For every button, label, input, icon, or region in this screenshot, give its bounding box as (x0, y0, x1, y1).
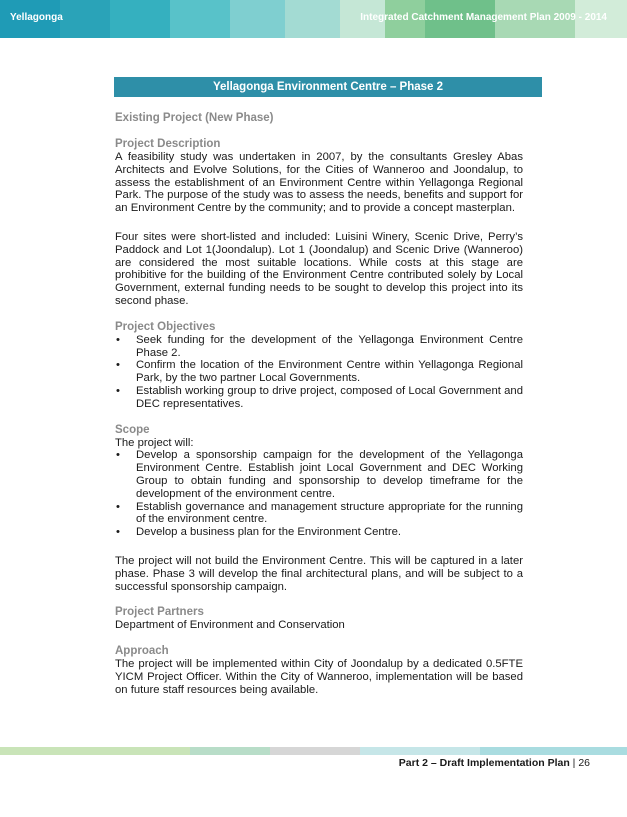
list-item-text: Confirm the location of the Environment Centre within Yellagonga Regional Park, by the two partner Local Governments. (136, 359, 523, 385)
footer-label: Part 2 – Draft Implementation Plan (398, 757, 570, 769)
footer-line-segment (270, 747, 360, 755)
description-paragraph: A feasibility study was undertaken in 2007, by the consultants Gresley Abas Architects and Evolve Solutions, for the Cities of Wanneroo and Joondalup, to assess the establishment of an Environment Centre within Yellagonga Regional Park. The purpose of the study was to assess the needs, benefits and support for an Environment Centre by the community; and to provide a concept masterplan. (115, 151, 523, 215)
partners-heading: Project Partners (115, 606, 204, 619)
footer-line-segment (360, 747, 480, 755)
header-band-segment (170, 0, 230, 38)
scope-intro: The project will: (115, 436, 194, 449)
list-item (115, 385, 523, 411)
list-item (115, 449, 523, 500)
partners-text: Department of Environment and Conservation (115, 619, 345, 632)
footer-divider (0, 747, 627, 755)
bullet: • (116, 333, 120, 346)
objectives-heading: Project Objectives (115, 320, 216, 333)
list-item-text: Establish working group to drive project, composed of Local Government and DEC representatives. (136, 384, 523, 410)
header-document-title: Integrated Catchment Management Plan 2009 - 2014 (360, 12, 607, 23)
approach-heading: Approach (115, 645, 169, 658)
description-paragraph: Four sites were short-listed and included: Luisini Winery, Scenic Drive, Perry’s Paddock and Lot 1(Joondalup). Lot 1 (Joondalup) and Scenic Drive (Wanneroo) are considered the most suitable locations. While costs at this stage are prohibitive for the building of the Environment Centre contributed solely by Local Government, external funding needs to be sought to develop this project into its second phase. (115, 230, 523, 307)
scope-heading: Scope (115, 423, 150, 436)
list-item (115, 526, 523, 539)
list-item (115, 334, 523, 360)
header-band-segment (110, 0, 170, 38)
header-band-segment (60, 0, 110, 38)
scope-list (115, 449, 523, 539)
bullet: • (116, 500, 120, 513)
objectives-list (115, 334, 523, 411)
section-title-bar: Yellagonga Environment Centre – Phase 2 (114, 77, 542, 97)
footer-line-segment (0, 747, 190, 755)
header-brand: Yellagonga (10, 12, 63, 23)
footer-line-segment (480, 747, 627, 755)
bullet: • (116, 449, 120, 462)
page-footer (399, 757, 590, 769)
description-heading: Project Description (115, 138, 221, 150)
bullet: • (116, 359, 120, 372)
list-item-text: Develop a sponsorship campaign for the development of the Yellagonga Environment Centre. Establish joint Local Government and DEC Working Group to obtain funding and sponsorship to develop timeframe for the development of the environment centre. (136, 449, 523, 500)
project-type: Existing Project (New Phase) (115, 112, 274, 124)
bullet: • (116, 384, 120, 397)
header-band-segment (230, 0, 285, 38)
list-item (115, 359, 523, 385)
list-item-text: Seek funding for the development of the Yellagonga Environment Centre Phase 2. (136, 333, 523, 359)
list-item (115, 501, 523, 527)
scope-closing: The project will not build the Environment Centre. This will be captured in a later phase. Phase 3 will develop the final architectural plans, and will be subject to a successful sponsorship campaign. (115, 554, 523, 593)
bullet: • (116, 526, 120, 539)
approach-text: The project will be implemented within City of Joondalup by a dedicated 0.5FTE YICM Project Officer. Within the City of Wanneroo, implementation will be based on future staff resources being available. (115, 658, 523, 696)
footer-line-segment (190, 747, 270, 755)
list-item-text: Establish governance and management structure appropriate for the running of the environment centre. (136, 500, 523, 526)
header-band-segment (285, 0, 340, 38)
footer-separator: | (569, 757, 579, 769)
main-content (115, 112, 523, 697)
page-number: 26 (578, 757, 590, 769)
list-item-text: Develop a business plan for the Environment Centre. (136, 526, 401, 539)
